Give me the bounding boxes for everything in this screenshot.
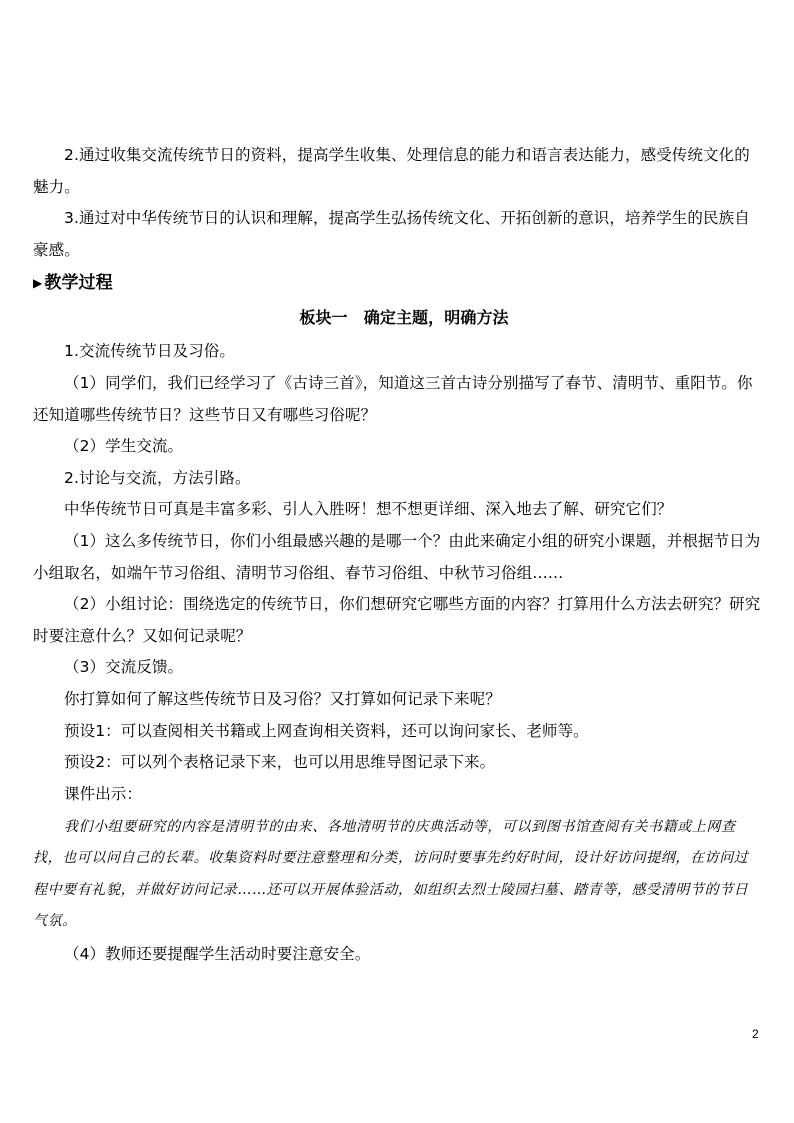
page-number: 2 <box>752 1027 759 1041</box>
section-heading <box>33 266 761 300</box>
paragraph-11: 预设2：可以列个表格记录下来，也可以用思维导图记录下来。 <box>64 753 496 772</box>
objective-2: 2.通过收集交流传统节日的资料，提高学生收集、处理信息的能力和语言表达能力，感受传统文化的魅力。 <box>33 146 750 196</box>
paragraph-10: 预设1：可以查阅相关书籍或上网查询相关资料，还可以询问家长、老师等。 <box>64 721 589 740</box>
triangle-right-icon: ▶ <box>33 276 43 291</box>
courseware-text: 我们小组要研究的内容是清明节的由来、各地清明节的庆典活动等，可以到图书馆查阅有关书籍或上网查找，也可以问自己的长辈。收集资料时要注意整理和分类，访问时要事先约好时间，设计好访问提纲，在访问过程中要有礼貌，并做好访问记录……还可以开展体验活动，如组织去烈士陵园扫墓、踏青等，感受清明节的节日气氛。 <box>33 819 749 929</box>
section-heading-text: 教学过程 <box>44 273 113 294</box>
paragraph-4: 2.讨论与交流，方法引路。 <box>64 468 251 487</box>
paragraph-1: 1.交流传统节日及习俗。 <box>64 342 235 361</box>
paragraph-12: 课件出示： <box>64 784 143 803</box>
block-title: 板块一 确定主题，明确方法 <box>299 308 509 328</box>
page-content <box>33 140 761 971</box>
paragraph-2: （1）同学们，我们已经学习了《古诗三首》，知道这三首古诗分别描写了春节、清明节、重阳节。你还知道哪些传统节日？这些节日又有哪些习俗呢？ <box>33 373 753 424</box>
paragraph-6: （1）这么多传统节日，你们小组最感兴趣的是哪一个？由此来确定小组的研究小课题，并根据节日为小组取名，如端午节习俗组、清明节习俗组、春节习俗组、中秋节习俗组…… <box>33 531 761 582</box>
paragraph-8: （3）交流反馈。 <box>64 658 184 677</box>
paragraph-3: （2）学生交流。 <box>64 437 184 456</box>
paragraph-7: （2）小组讨论：围绕选定的传统节日，你们想研究它哪些方面的内容？打算用什么方法去研究？研究时要注意什么？又如何记录呢？ <box>33 595 761 645</box>
paragraph-5: 中华传统节日可真是丰富多彩、引人入胜呀！想不想更详细、深入地去了解、研究它们？ <box>64 500 673 519</box>
paragraph-9: 你打算如何了解这些传统节日及习俗？又打算如何记录下来呢？ <box>64 689 501 708</box>
final-paragraph: （4）教师还要提醒学生活动时要注意安全。 <box>64 945 371 964</box>
objective-3: 3.通过对中华传统节日的认识和理解，提高学生弘扬传统文化、开拓创新的意识，培养学生的民族自豪感。 <box>33 209 750 259</box>
